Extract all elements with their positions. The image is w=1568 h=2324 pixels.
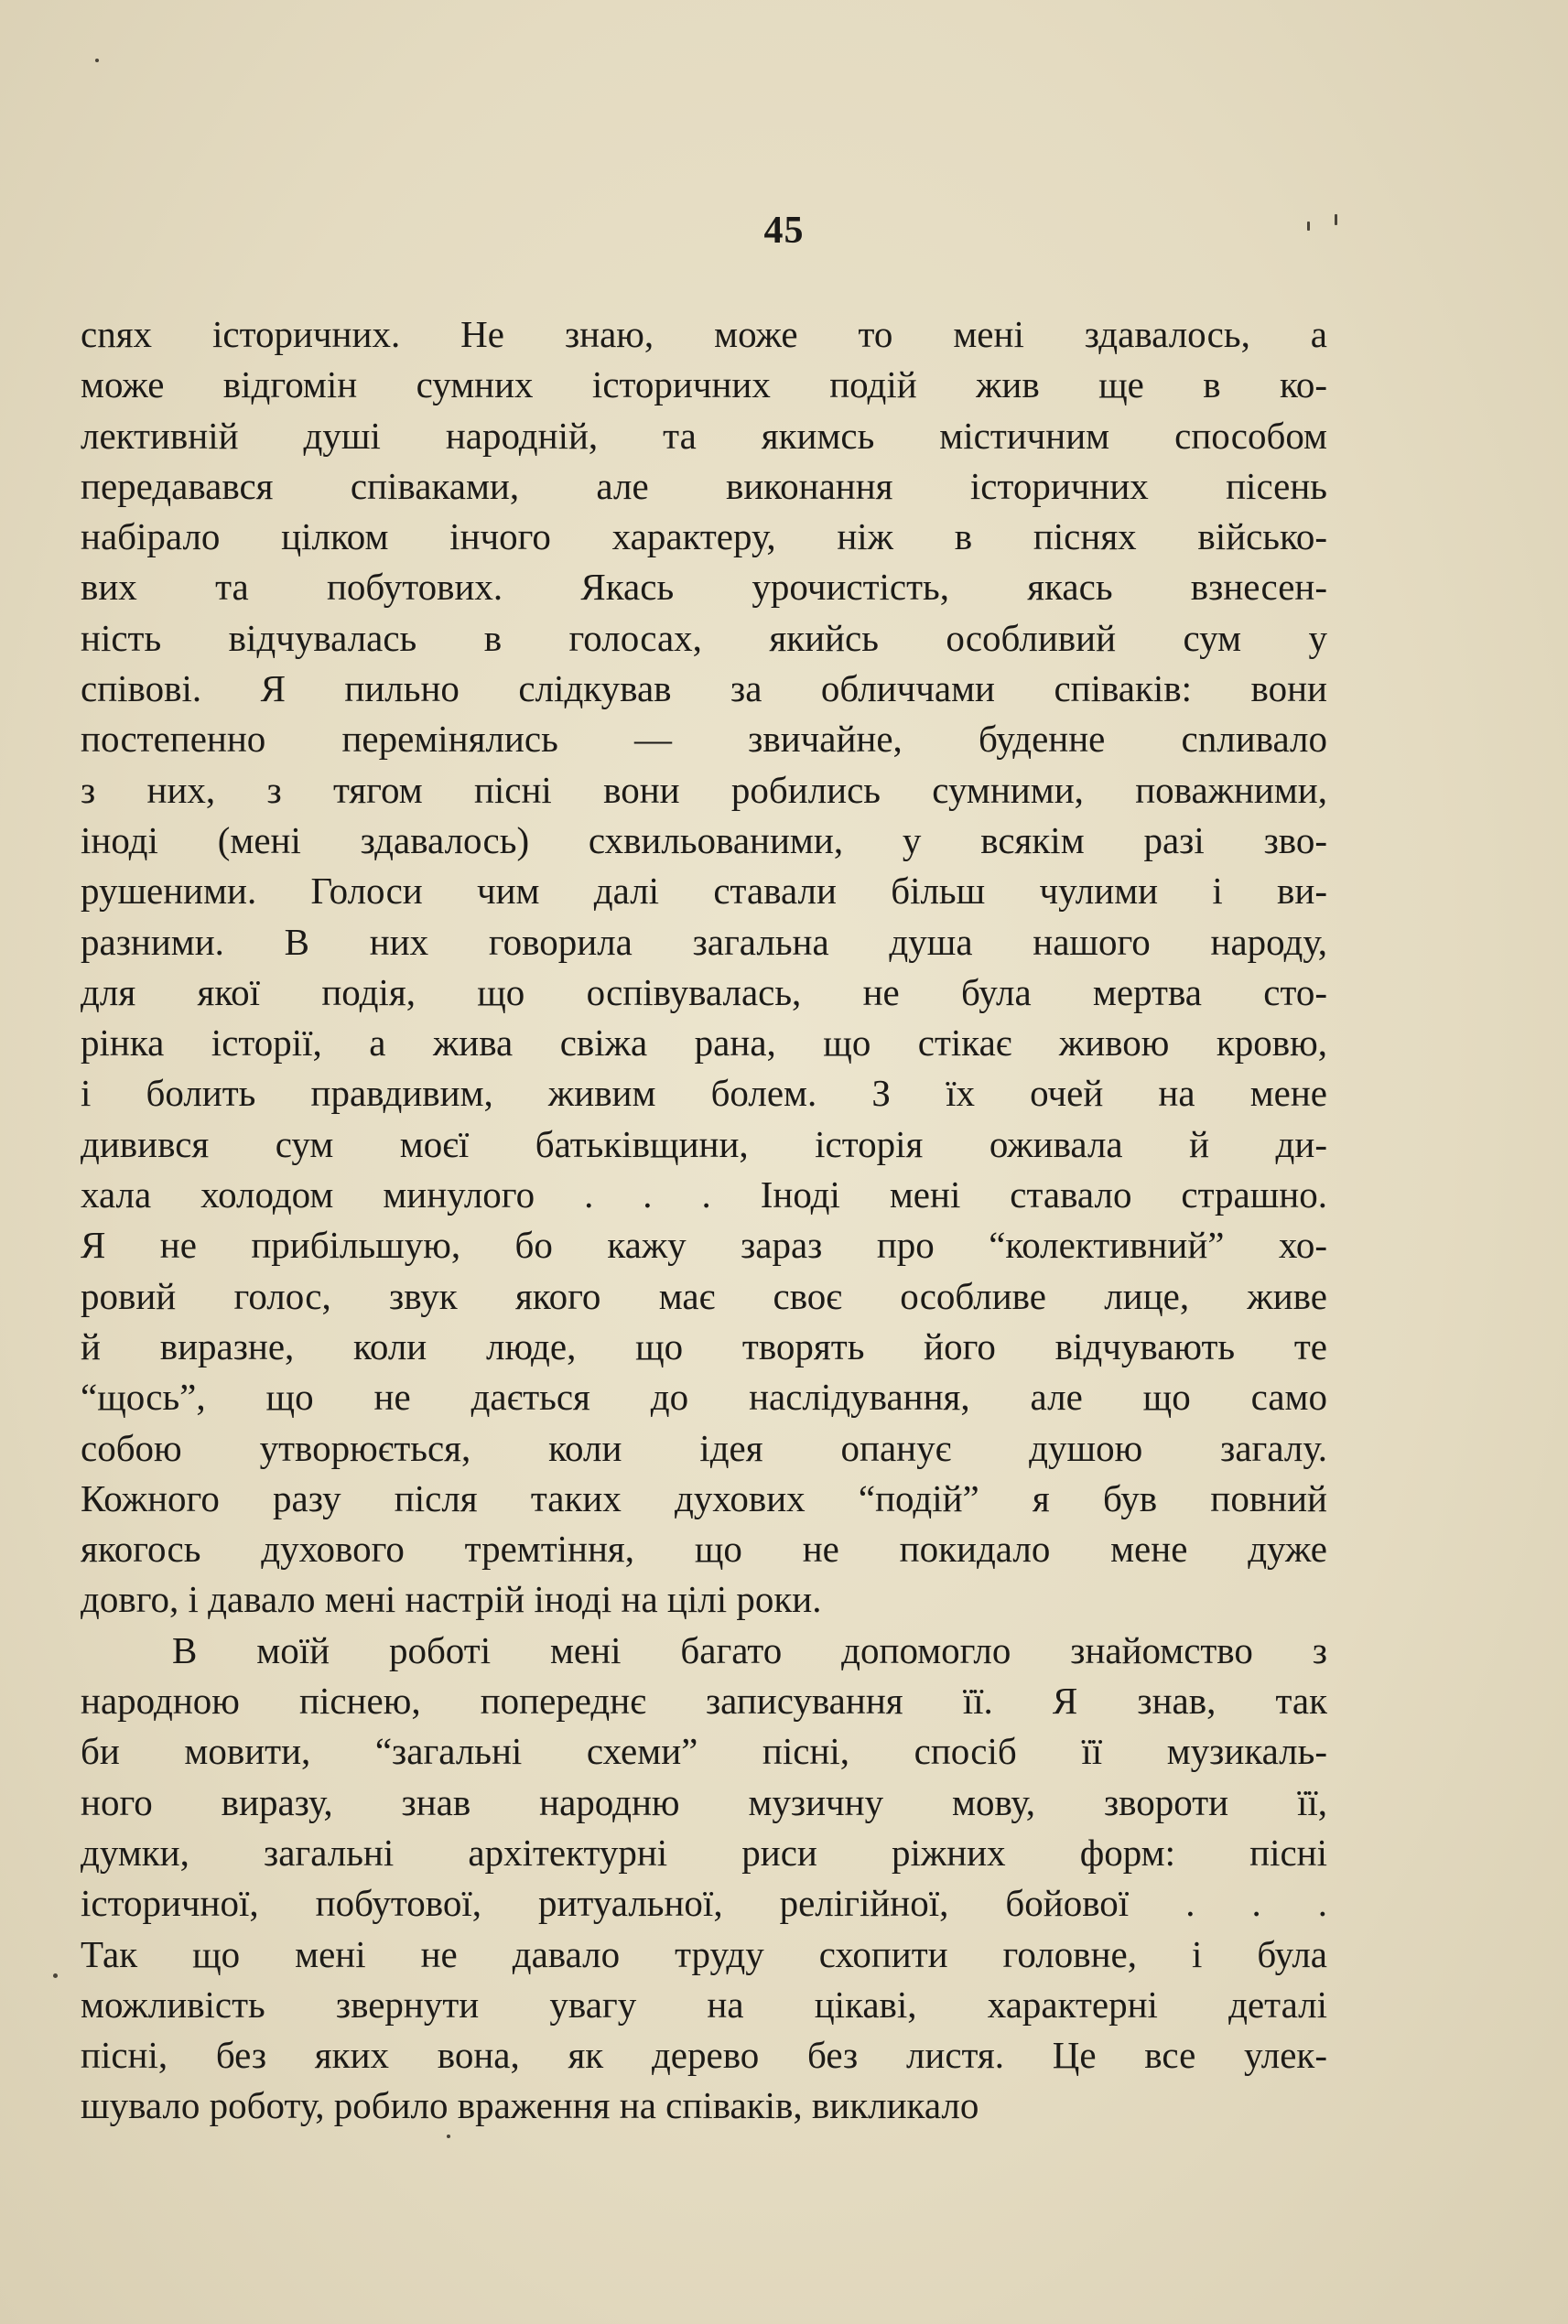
text-line: рушеними. Голоси чим далі ставали більш чулими і ви- — [81, 870, 1327, 913]
paper-speck — [447, 2135, 450, 2138]
text-line: може відгомін сумних історичних подій жив ще в ко- — [81, 363, 1327, 406]
paragraph — [81, 1626, 1327, 2132]
paper-speck — [53, 1973, 58, 1978]
text-line: би мовити, “загальні схеми” пісні, спосіб її музикаль- — [81, 1730, 1327, 1773]
text-line: набірало цілком інчого характеру, ніж в піснях військо- — [81, 515, 1327, 558]
paragraph — [81, 309, 1327, 1626]
text-line: передавався співаками, але виконання історичних пісень — [81, 464, 1327, 507]
text-line: і болить правдивим, живим болем. З їх очей на мене — [81, 1072, 1327, 1115]
text-line: разними. В них говорила загальна душа нашого народу, — [81, 920, 1327, 963]
text-line: постепенно перемінялись — звичайне, буденне сnливало — [81, 718, 1327, 761]
text-line: ність відчувалась в голосах, якийсь особливий сум у — [81, 616, 1327, 659]
text-line: історичної, побутової, ритуальної, релігійної, бойової . . . — [81, 1882, 1327, 1925]
text-line: Я не прибільшую, бо кажу зараз про “колективний” хо- — [81, 1224, 1327, 1267]
text-line: вих та побутових. Якась урочистість, якась взнесен- — [81, 566, 1327, 609]
paper-speck — [95, 59, 99, 62]
text-line: ровий голос, звук якого має своє особливе лице, живе — [81, 1274, 1327, 1317]
text-line: рінка історії, а жива свіжа рана, що стікає живою кровю, — [81, 1021, 1327, 1065]
text-line: пісні, без яких вона, як дерево без листя. Це все улек- — [81, 2034, 1327, 2077]
text-line: й виразне, коли люде, що творять його відчувають те — [81, 1324, 1327, 1367]
text-line: шувало роботу, робило враження на співаків, викликало — [81, 2084, 979, 2127]
text-line: якогось духового тремтіння, що не покидало мене дуже — [81, 1528, 1327, 1571]
text-line: сnях історичних. Не знаю, може то мені здавалось, а — [81, 313, 1327, 355]
text-line: співові. Я пильно слідкував за обличчами співаків: вони — [81, 667, 1327, 710]
text-line: лективній душі народній, та якимсь містичним способом — [81, 414, 1327, 457]
text-line: з них, з тягом пісні вони робились сумними, поважними, — [81, 768, 1327, 811]
paper-speck — [1307, 222, 1310, 231]
text-line: думки, загальні архітектурні риси ріжних форм: пісні — [81, 1831, 1327, 1874]
text-line: довго, і давало мені настрій іноді на цілі роки. — [81, 1578, 822, 1621]
text-line: іноді (мені здавалось) схвильованими, у всякім разі зво- — [81, 818, 1327, 861]
body-text — [81, 309, 1327, 2132]
text-line: ного виразу, знав народню музичну мову, звороти її, — [81, 1780, 1327, 1823]
text-line: народною піснею, попереднє записування її. Я знав, так — [81, 1680, 1327, 1723]
text-line: для якої подія, що оспівувалась, не була мертва сто- — [81, 970, 1327, 1013]
text-line: Кожного разу після таких духових “подій” я був повний — [81, 1476, 1327, 1519]
text-line: дивився сум моєї батьківщини, історія оживала й ди- — [81, 1122, 1327, 1165]
text-line: “щось”, що не дається до наслідування, але що само — [81, 1376, 1327, 1419]
text-line: Так що мені не давало труду схопити головне, і була — [81, 1932, 1327, 1975]
text-line: собою утворюється, коли ідея опанує душою загалу. — [81, 1426, 1327, 1469]
paper-speck — [1335, 214, 1337, 225]
text-line: хала холодом минулого . . . Іноді мені ставало страшно. — [81, 1173, 1327, 1216]
text-line: В моїй роботі мені багато допомогло знайомство з — [172, 1628, 1327, 1671]
text-line: можливість звернути увагу на цікаві, характерні деталі — [81, 1983, 1327, 2026]
page-number: 45 — [763, 210, 805, 252]
